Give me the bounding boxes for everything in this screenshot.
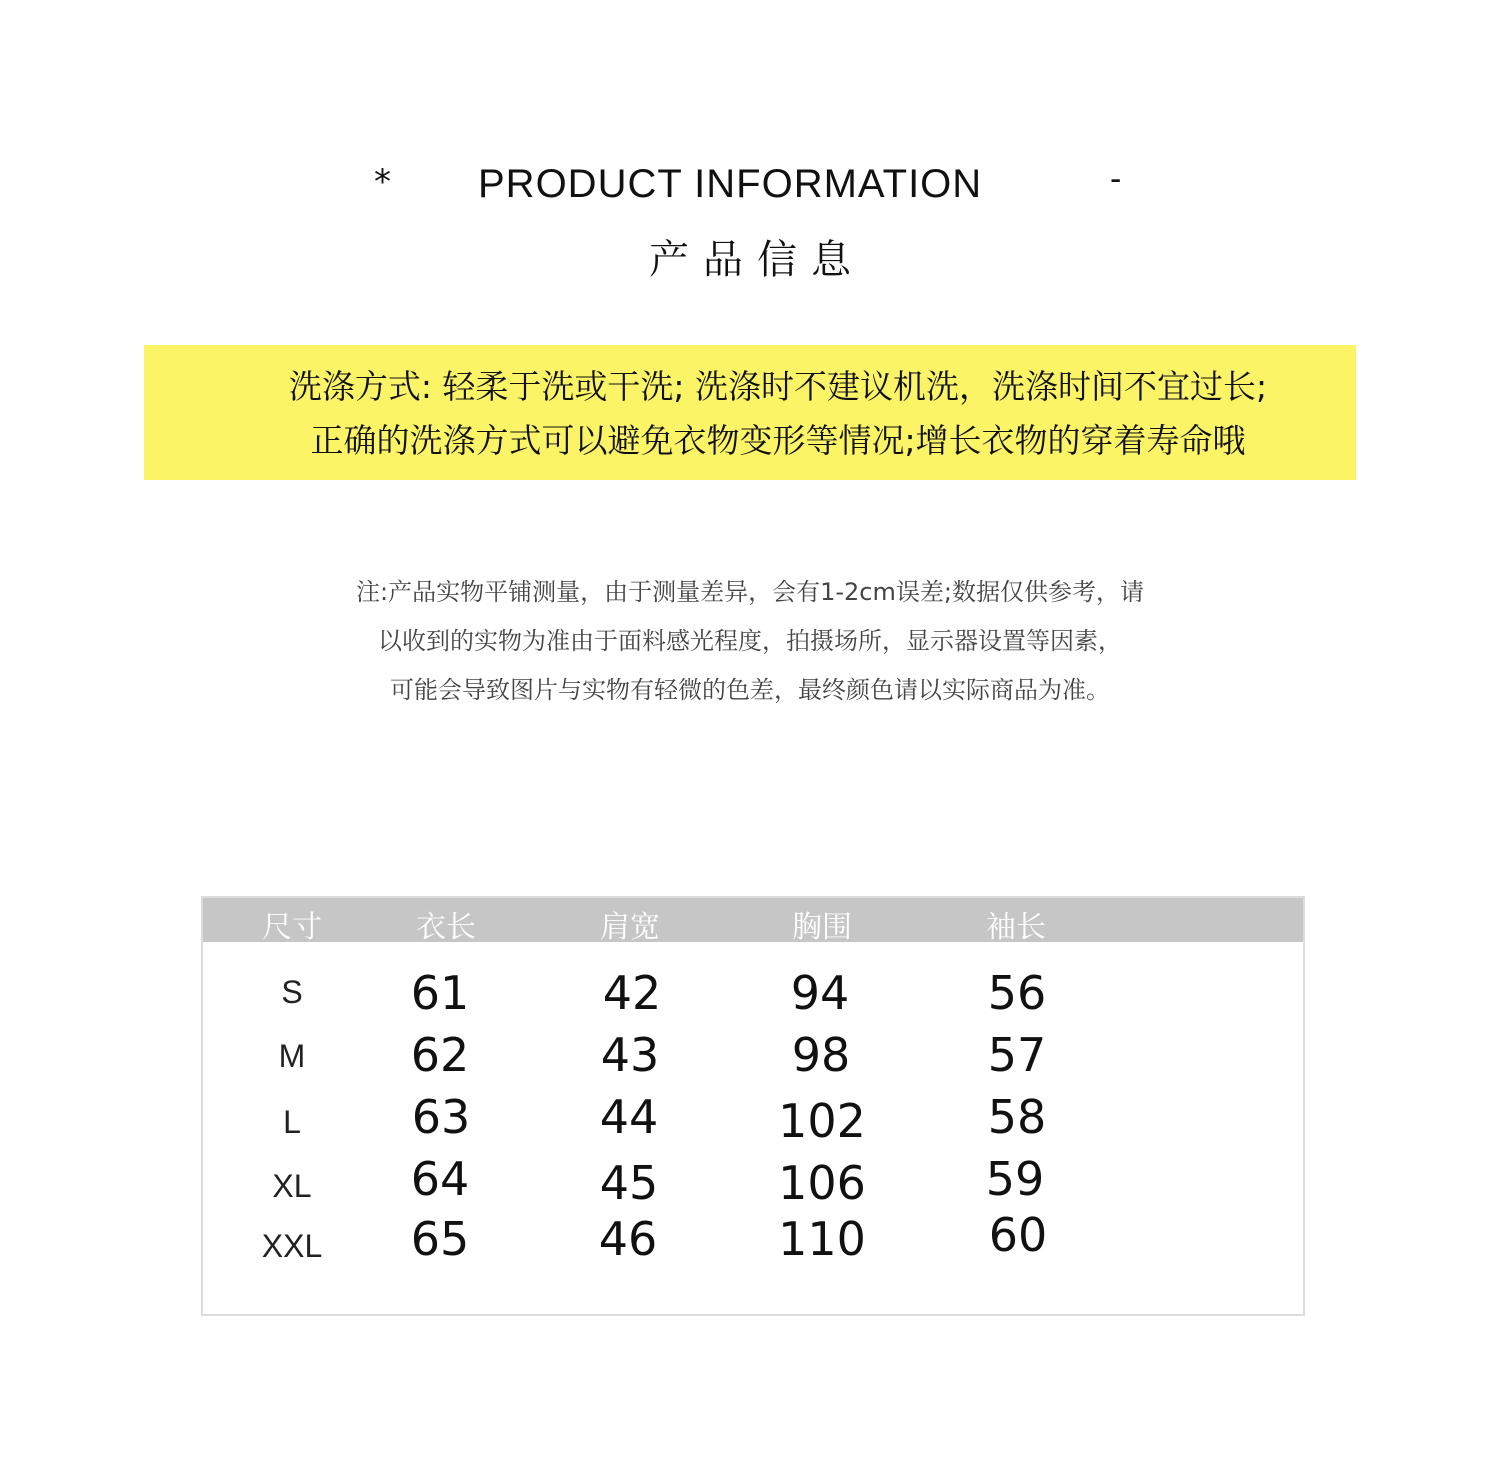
page-title-english: PRODUCT INFORMATION	[478, 162, 983, 206]
sleeve-cell-xl: 59	[985, 1152, 1045, 1206]
size-table	[201, 896, 1305, 1316]
size-table-header	[203, 898, 1303, 945]
length-cell-m: 62	[410, 1028, 470, 1082]
title-star-mark: *	[374, 162, 391, 202]
title-dash-mark: -	[1110, 160, 1122, 198]
size-cell-l: L	[283, 1104, 301, 1140]
washing-instructions-banner	[144, 345, 1356, 480]
length-cell-s: 61	[410, 966, 470, 1020]
measurement-note-line-1: 注:产品实物平铺测量，由于测量差异，会有1-2cm误差;数据仅供参考，请	[356, 578, 1144, 606]
column-header-sleeve: 袖长	[986, 910, 1046, 945]
chest-cell-m: 98	[791, 1028, 851, 1082]
size-cell-xxl: XXL	[261, 1228, 323, 1264]
shoulder-cell-xxl: 46	[598, 1212, 658, 1266]
size-cell-xl: XL	[272, 1168, 312, 1204]
column-header-length: 衣长	[416, 910, 476, 945]
sleeve-cell-m: 57	[987, 1028, 1047, 1082]
page-title-chinese: 产品信息	[649, 237, 865, 283]
chest-cell-xl: 106	[778, 1156, 866, 1210]
chest-cell-xxl: 110	[778, 1212, 866, 1266]
title-row	[0, 158, 1500, 218]
size-cell-m: M	[278, 1038, 306, 1074]
washing-instructions-line-2: 正确的洗涤方式可以避免衣物变形等情况;增长衣物的穿着寿命哦	[310, 421, 1246, 460]
chest-cell-l: 102	[778, 1094, 866, 1148]
shoulder-cell-s: 42	[602, 966, 662, 1020]
sleeve-cell-xxl: 60	[988, 1208, 1048, 1262]
length-cell-xxl: 65	[410, 1212, 470, 1266]
column-header-shoulder: 肩宽	[600, 910, 660, 945]
shoulder-cell-xl: 45	[599, 1156, 659, 1210]
shoulder-cell-l: 44	[599, 1090, 659, 1144]
sleeve-cell-s: 56	[987, 966, 1047, 1020]
column-header-chest: 胸围	[792, 910, 852, 945]
length-cell-l: 63	[411, 1090, 471, 1144]
chest-cell-s: 94	[790, 966, 850, 1020]
measurement-note-line-3: 可能会导致图片与实物有轻微的色差，最终颜色请以实际商品为准。	[390, 676, 1110, 704]
washing-instructions-line-1: 洗涤方式: 轻柔于洗或干洗; 洗涤时不建议机洗，洗涤时间不宜过长;	[288, 367, 1268, 406]
size-cell-s: S	[281, 974, 303, 1010]
sleeve-cell-l: 58	[987, 1090, 1047, 1144]
length-cell-xl: 64	[410, 1152, 470, 1206]
shoulder-cell-m: 43	[600, 1028, 660, 1082]
measurement-note-line-2: 以收到的实物为准由于面料感光程度，拍摄场所，显示器设置等因素，	[378, 627, 1122, 655]
column-header-size: 尺寸	[262, 910, 322, 945]
